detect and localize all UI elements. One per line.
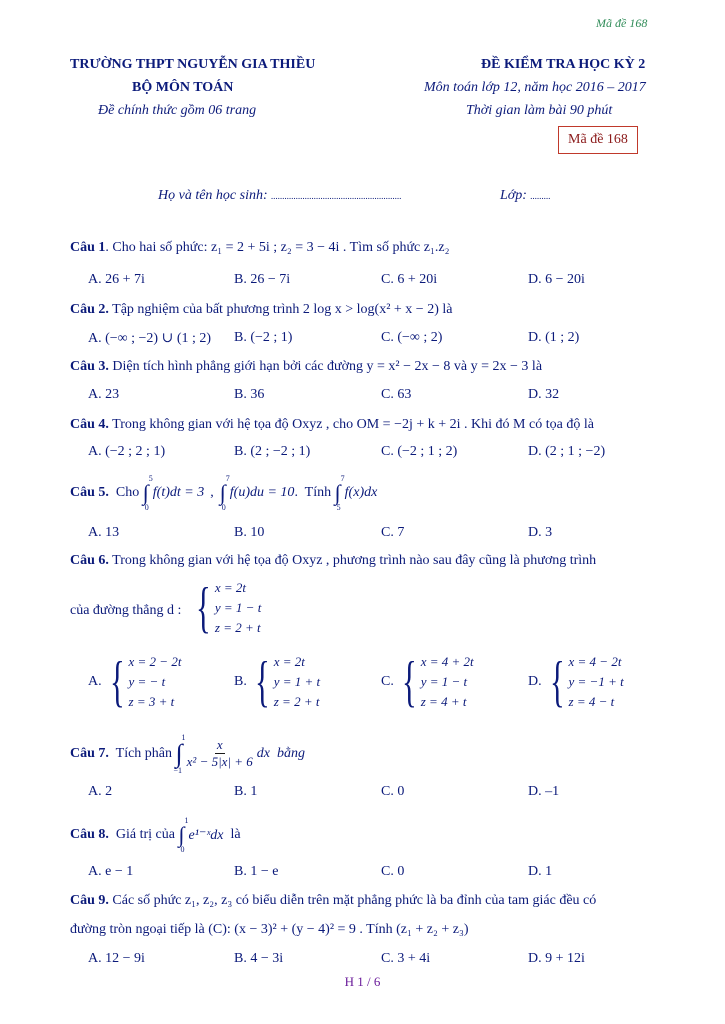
q7-option-a: A. 2 [88,784,113,799]
student-name-line [158,188,402,204]
question-text: Giá trị của [108,827,179,842]
system-row: z = 3 + t [128,694,175,709]
q4-option-c: C. (−2 ; 1 ; 2) [381,444,458,459]
system-row: x = 2 − 2t [128,654,182,669]
question-1 [70,240,449,256]
q1-option-a: A. 26 + 7i [88,272,145,287]
q8-option-a: A. e − 1 [88,864,134,879]
system-row: x = 2t [214,580,247,595]
question-text: Tập nghiệm của bất phương trình 2 log x > log(x² + x − 2) là [108,302,453,317]
system-row: z = 4 + t [420,694,467,709]
question-8 [70,816,241,854]
pages-note: Đề chính thức gồm 06 trang [98,103,257,118]
integral-lower: 5 [336,503,341,512]
question-text: Trong không gian với hệ tọa độ Oxyz , cho OM = −2j + k + 2i . Khi đó M có tọa độ là [108,417,594,432]
page-number: H 1 / 6 [344,974,381,989]
brace-icon: { [401,651,417,713]
integral-lower: 0 [180,845,185,854]
q3-option-a: A. 23 [88,387,120,402]
option-letter: D. [528,674,542,689]
brace-icon: { [196,577,211,639]
integral-sign: ∫ 1 0 [178,816,189,854]
q8-option-c: C. 0 [381,864,405,879]
q1-option-b: B. 26 − 7i [234,272,291,287]
integral-lower: 0 [221,503,226,512]
brace-icon: { [254,651,270,713]
integral-sign: ∫ 5 0 [142,474,153,512]
school-name: TRƯỜNG THPT NGUYỄN GIA THIỀU [70,57,316,72]
option-letter: C. [381,674,394,689]
question-2 [70,302,452,318]
q6-option-d [528,652,624,712]
question-text: dx bằng [256,745,306,761]
q8-option-b: B. 1 − e [234,864,279,879]
integral-expression: e¹⁻ˣdx [188,827,224,843]
integral-lower: −1 [173,765,183,775]
question-3 [70,359,542,375]
fraction-numerator: x [216,737,223,752]
exam-time: Thời gian làm bài 90 phút [466,103,613,118]
question-9-line2: đường tròn ngoại tiếp là (C): (x − 3)² + (y − 4)² = 9 . Tính (z₁ + z₂ + z₃) [70,922,469,937]
department: BỘ MÔN TOÁN [132,80,234,95]
integral-lower: 0 [144,503,149,512]
integral-sign: ∫ 7 0 [219,474,230,512]
integral-upper: 1 [181,732,186,742]
system-row: y = −1 + t [568,674,624,689]
brace-icon: { [549,651,565,713]
student-name-dots: .......................................................... [271,191,402,201]
question-7 [70,732,306,775]
line-d-system [190,578,261,638]
integral-expression: f(x)dx [344,485,378,500]
question-label: Câu 5. [70,485,109,500]
system-row: x = 2t [273,654,305,669]
option-letter: B. [234,674,247,689]
question-text: là [223,827,241,842]
integral-upper: 7 [225,474,230,483]
integral-sign: ∫ 1 −1 [173,732,186,775]
fraction-denominator: x² − 5|x| + 6 [186,754,253,769]
question-text: Cho [108,485,143,500]
integral-upper: 5 [148,474,153,483]
q5-option-c: C. 7 [381,525,405,540]
question-label: Câu 3. [70,359,109,374]
system-row: y = 1 + t [273,674,321,689]
system-row: z = 4 − t [568,694,615,709]
q1-option-c: C. 6 + 20i [381,272,438,287]
integral-expression: f(u)du = 10 [229,485,295,500]
integral-upper: 1 [184,816,189,825]
q8-option-d: D. 1 [528,864,553,879]
system-row: y = 1 − t [214,600,262,615]
option-letter: A. [88,674,102,689]
q5-option-d: D. 3 [528,525,553,540]
exam-code-box: Mã đề 168 [558,126,638,154]
question-text: . Tính [294,485,335,500]
brace-icon: { [109,651,125,713]
q7-option-d: D. –1 [528,784,560,799]
exam-title: ĐỀ KIỂM TRA HỌC KỲ 2 [481,57,646,72]
question-label: Câu 9. [70,893,109,908]
class-dots: ......... [530,191,551,201]
q6-option-a [88,652,181,712]
integral-expression: f(t)dt = 3 [152,485,205,500]
q2-option-b: B. (−2 ; 1) [234,330,293,345]
q6-option-c [381,652,474,712]
fraction [187,737,253,770]
question-label: Câu 6. [70,553,109,568]
q5-option-a: A. 13 [88,525,120,540]
q3-option-d: D. 32 [528,387,560,402]
q6-option-b [234,652,320,712]
system-row: y = 1 − t [420,674,468,689]
question-label: Câu 1 [70,240,106,255]
q9-option-c: C. 3 + 4i [381,951,431,966]
q4-option-b: B. (2 ; −2 ; 1) [234,444,311,459]
question-text: Diện tích hình phẳng giới hạn bởi các đường y = x² − 2x − 8 và y = 2x − 3 là [108,359,543,374]
exam-code-top: Mã đề 168 [596,16,648,30]
q2-option-d: D. (1 ; 2) [528,330,580,345]
question-text: . Cho hai số phức: z₁ = 2 + 5i ; z₂ = 3 − 4i . Tìm số phức z₁.z₂ [105,240,450,255]
student-name-label: Họ và tên học sinh: [158,188,268,203]
question-label: Câu 4. [70,417,109,432]
subject-line: Môn toán lớp 12, năm học 2016 – 2017 [424,80,646,95]
q1-option-d: D. 6 − 20i [528,272,585,287]
q9-option-b: B. 4 − 3i [234,951,284,966]
question-6 [70,553,596,569]
question-5: Câu 5. Cho ∫ 5 0 f(t)dt = 3 , ∫ 7 0 f(u)du = 10 . Tính ∫ 7 5 f(x)dx [70,474,378,512]
q4-option-a: A. (−2 ; 2 ; 1) [88,444,166,459]
question-text: Tích phân [108,745,176,761]
system-row: z = 2 + t [273,694,320,709]
question-label: Câu 2. [70,302,109,317]
integral-upper: 7 [340,474,345,483]
question-label: Câu 8. [70,827,109,842]
q3-option-b: B. 36 [234,387,265,402]
q2-option-a: A. (−∞ ; −2) ∪ (1 ; 2) [88,331,212,346]
q5-option-b: B. 10 [234,525,265,540]
question-label: Câu 7. [70,745,109,761]
q3-option-c: C. 63 [381,387,412,402]
system-row: x = 4 − 2t [568,654,622,669]
q7-option-b: B. 1 [234,784,258,799]
question-text: Trong không gian với hệ tọa độ Oxyz , phương trình nào sau đây cũng là phương trình [108,553,597,568]
question-6-line2: của đường thẳng d : [70,603,182,618]
system-row: z = 2 + t [214,620,261,635]
q4-option-d: D. (2 ; 1 ; −2) [528,444,606,459]
question-4 [70,417,594,433]
q9-option-a: A. 12 − 9i [88,951,145,966]
q2-option-c: C. (−∞ ; 2) [381,330,443,345]
question-text: Các số phức z₁, z₂, z₃ có biểu diễn trên mặt phẳng phức là ba đỉnh của tam giác đều có [108,893,597,908]
system-row: y = − t [128,674,166,689]
q9-option-d: D. 9 + 12i [528,951,585,966]
question-9 [70,893,596,909]
q7-option-c: C. 0 [381,784,405,799]
system-row: x = 4 + 2t [420,654,474,669]
class-label: Lớp: [500,188,527,203]
class-line [500,188,551,204]
integral-sign: ∫ 7 5 [334,474,345,512]
